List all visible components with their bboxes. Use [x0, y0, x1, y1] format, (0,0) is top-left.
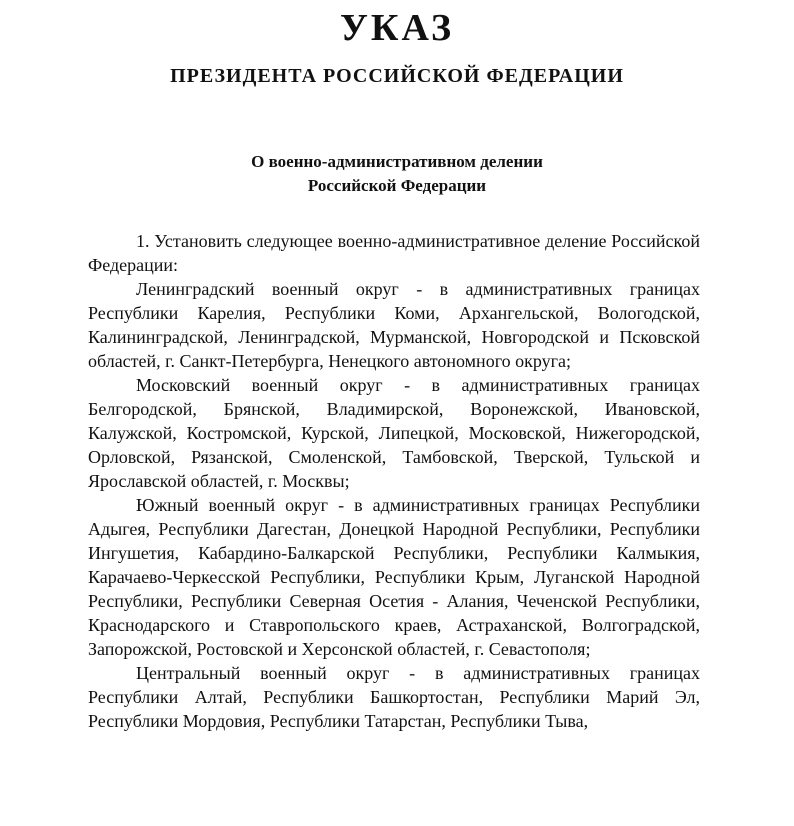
paragraph-moscow-district: Московский военный округ - в административных границах Белгородской, Брянской, Владимирской, Воронежской, Ивановской, Калужской, Костромской, Курской, Липецкой, Московской, Нижегородской, Орловской, Рязанской, Смоленской, Тамбовской, Тверской, Тульской и Ярославской областей, г. Москвы; — [88, 375, 700, 491]
decree-body — [88, 229, 700, 733]
heading-line-2: Российской Федерации — [307, 176, 487, 195]
document-title: УКАЗ — [340, 7, 454, 49]
heading-line-1: О военно-административном делении — [251, 152, 543, 171]
paragraph-1: 1. Установить следующее военно-административное деление Российской Федерации: — [88, 231, 700, 275]
paragraph-southern-district: Южный военный округ - в административных границах Республики Адыгея, Республики Дагестан, Донецкой Народной Республики, Республики Ингушетия, Кабардино-Балкарской Республики, Республики Калмыкия, Карачаево-Черкесской Республики, Республики Крым, Луганской Народной Республики, Республики Северная Осетия - Алания, Чеченской Республики, Краснодарского и Ставропольского краев, Астраханской, Волгоградской, Запорожской, Ростовской и Херсонской областей, г. Севастополя; — [88, 495, 700, 659]
paragraph-central-district: Центральный военный округ - в административных границах Республики Алтай, Республики Башкортостан, Республики Марий Эл, Республики Мордовия, Республики Татарстан, Республики Тыва, — [88, 663, 700, 731]
document-subtitle: ПРЕЗИДЕНТА РОССИЙСКОЙ ФЕДЕРАЦИИ — [170, 65, 624, 87]
decree-heading — [0, 150, 794, 198]
paragraph-leningrad-district: Ленинградский военный округ - в административных границах Республики Карелия, Республики Коми, Архангельской, Вологодской, Калининградской, Ленинградской, Мурманской, Новгородской и Псковской областей, г. Санкт-Петербурга, Ненецкого автономного округа; — [88, 279, 700, 371]
